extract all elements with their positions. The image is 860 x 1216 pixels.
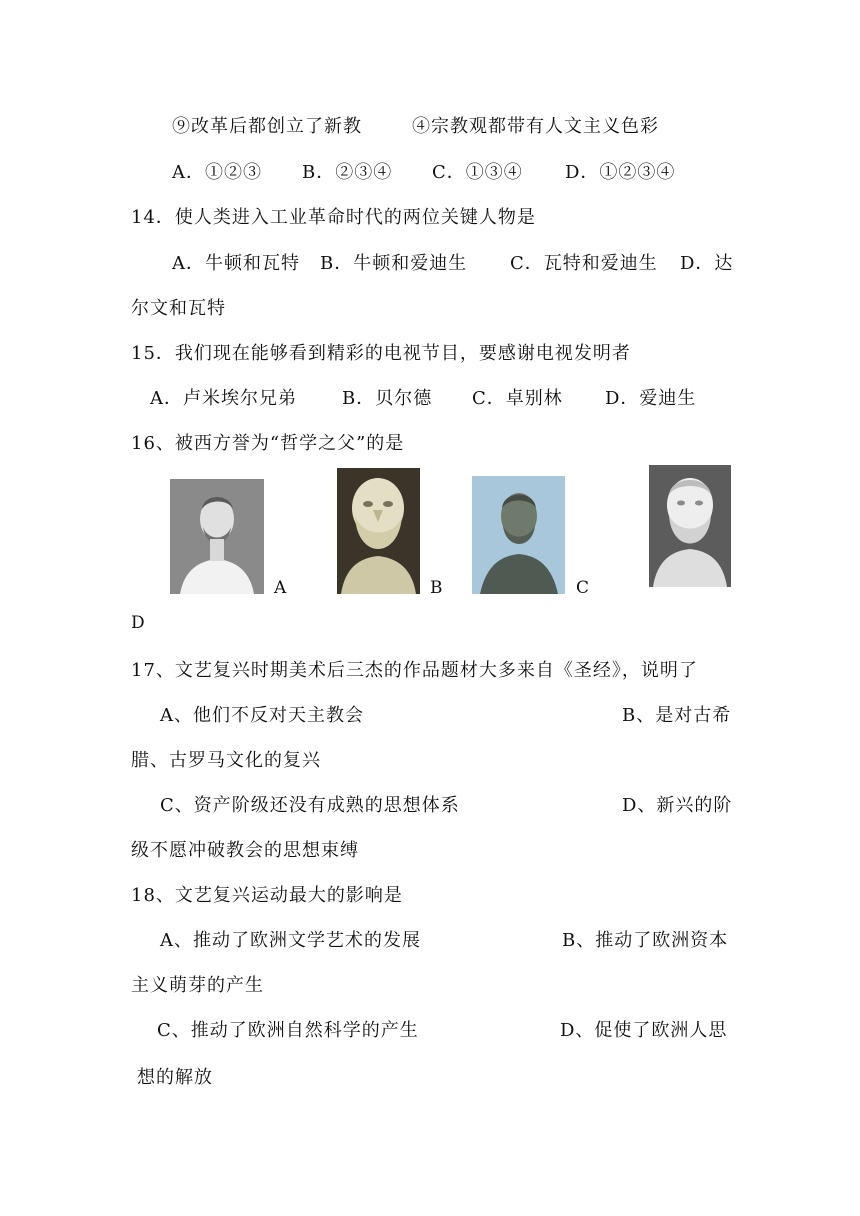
- q15-option-c: C．卓别林: [472, 388, 563, 409]
- q15-option-a: A．卢米埃尔兄弟: [150, 388, 297, 409]
- q13-option-b: B．②③④: [302, 162, 393, 183]
- q14-option-b: B．牛顿和爱迪生: [320, 253, 468, 274]
- bust-image-a[interactable]: [170, 479, 264, 594]
- q13-statement-4: ④宗教观都带有人文主义色彩: [412, 116, 659, 137]
- q14-option-d-continued: 尔文和瓦特: [131, 298, 226, 319]
- q17-option-c: C、资产阶级还没有成熟的思想体系: [160, 795, 460, 816]
- q17-option-b: B、是对古希: [622, 705, 732, 726]
- bust-c-label: C: [576, 578, 590, 598]
- q16-question: 16、被西方誉为“哲学之父”的是: [131, 433, 405, 454]
- bust-c-icon: [472, 476, 565, 594]
- q15-option-b: B．贝尔德: [342, 388, 433, 409]
- q14-option-d: D．达: [680, 253, 734, 274]
- bust-b-icon: [337, 468, 420, 594]
- bust-d-label: D: [131, 613, 145, 633]
- q18-option-d-continued: 想的解放: [137, 1067, 213, 1088]
- q17-option-d: D、新兴的阶: [622, 795, 733, 816]
- bust-image-d[interactable]: [649, 465, 731, 587]
- q15-question: 15．我们现在能够看到精彩的电视节目，要感谢电视发明者: [131, 343, 631, 364]
- q14-option-a: A．牛顿和瓦特: [172, 253, 300, 274]
- bust-b-label: B: [430, 578, 443, 598]
- q13-option-c: C．①③④: [432, 162, 523, 183]
- bust-a-icon: [170, 479, 264, 594]
- q17-question: 17、文艺复兴时期美术后三杰的作品题材大多来自《圣经》，说明了: [131, 660, 698, 681]
- q18-option-b-continued: 主义萌芽的产生: [131, 975, 264, 996]
- bust-image-b[interactable]: [337, 468, 420, 594]
- q18-question: 18、文艺复兴运动最大的影响是: [131, 885, 403, 906]
- q13-option-a: A．①②③: [172, 162, 262, 183]
- q17-option-a: A、他们不反对天主教会: [160, 705, 364, 726]
- bust-d-icon: [649, 465, 731, 587]
- q18-option-c: C、推动了欧洲自然科学的产生: [157, 1020, 419, 1041]
- q18-option-b: B、推动了欧洲资本: [562, 930, 729, 951]
- bust-a-label: A: [274, 578, 287, 598]
- q14-option-c: C．瓦特和爱迪生: [510, 253, 658, 274]
- q14-question: 14．使人类进入工业革命时代的两位关键人物是: [131, 207, 536, 228]
- bust-image-c[interactable]: [472, 476, 565, 594]
- q13-statement-3: ⑨改革后都创立了新教: [172, 116, 362, 137]
- q17-option-d-continued: 级不愿冲破教会的思想束缚: [131, 840, 359, 861]
- q17-option-b-continued: 腊、古罗马文化的复兴: [131, 750, 321, 771]
- q13-option-d: D．①②③④: [565, 162, 676, 183]
- q15-option-d: D．爱迪生: [605, 388, 697, 409]
- q18-option-a: A、推动了欧洲文学艺术的发展: [160, 930, 421, 951]
- q18-option-d: D、促使了欧洲人思: [560, 1020, 728, 1041]
